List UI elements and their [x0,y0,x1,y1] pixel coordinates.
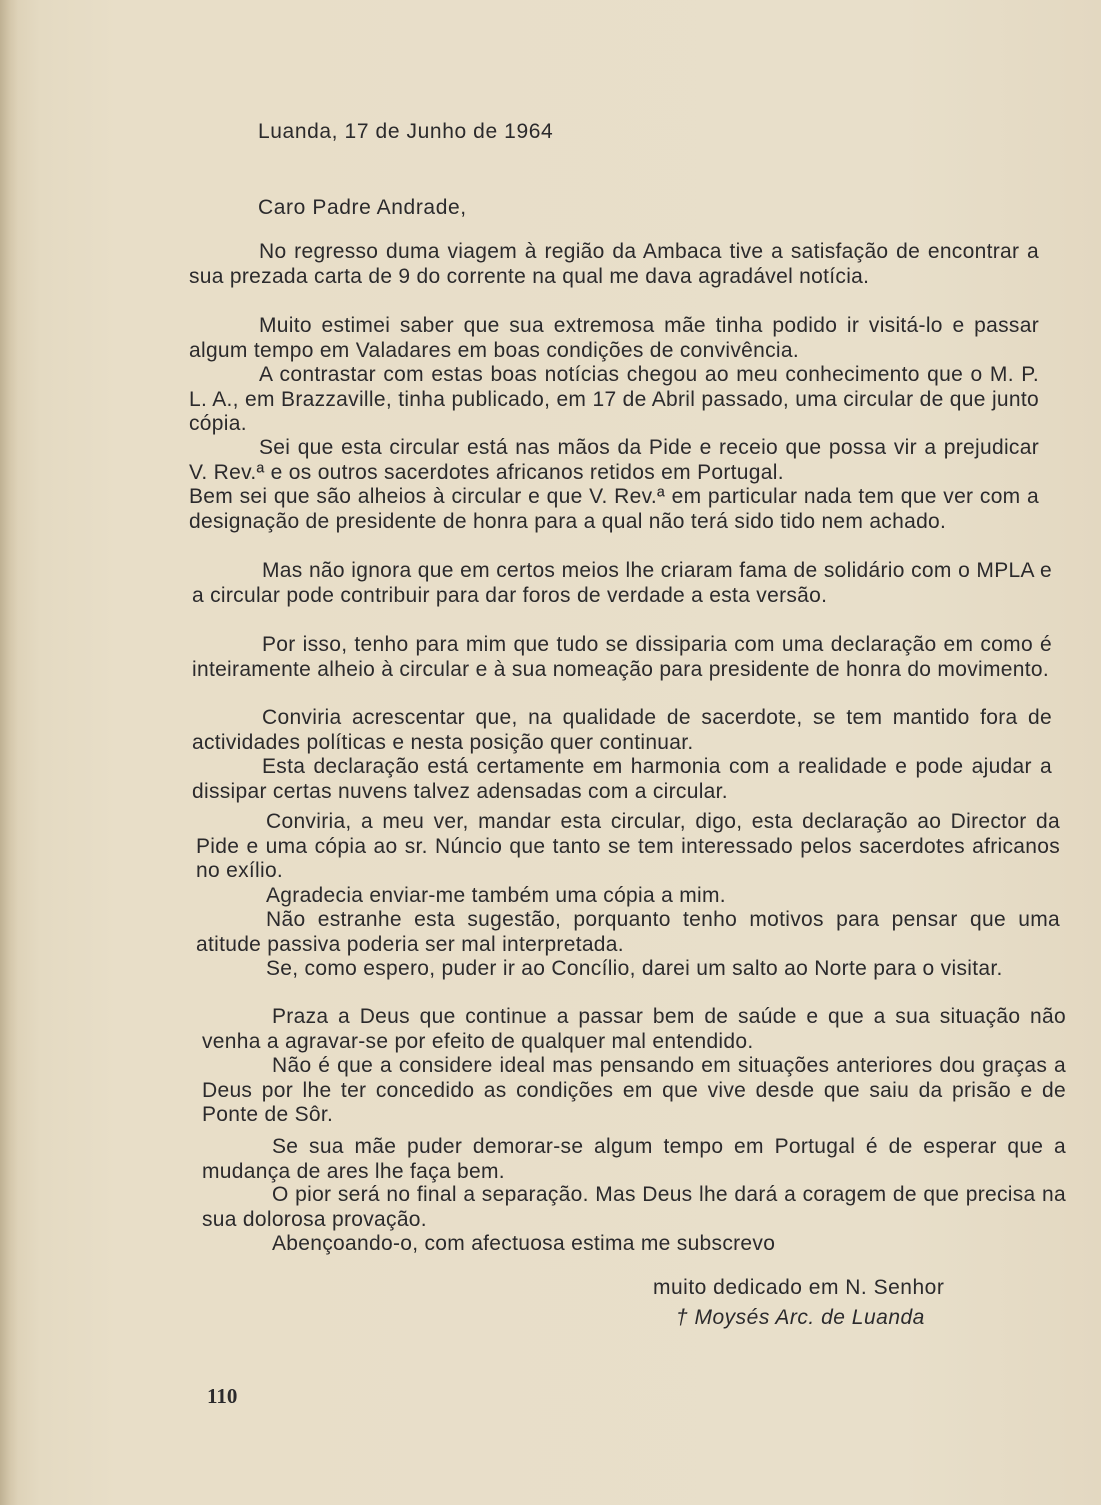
letter-paragraph: No regresso duma viagem à região da Ambaca tive a satisfação de encontrar a sua prezada carta de 9 do corrente na qual me dava agradável notícia. [189,240,1039,288]
letter-paragraph: A contrastar com estas boas notícias chegou ao meu conhecimento que o M. P. L. A., em Brazzaville, tinha publicado, em 17 de Abril passado, uma circular de que junto cópia. [189,363,1039,436]
letter-paragraph: Abençoando-o, com afectuosa estima me subscrevo [272,1232,776,1255]
letter-dateline: Luanda, 17 de Junho de 1964 [258,120,554,143]
letter-paragraph: Esta declaração está certamente em harmonia com a realidade e pode ajudar a dissipar certas nuvens talvez adensadas com a circular. [192,755,1052,803]
letter-paragraph: Sei que esta circular está nas mãos da Pide e receio que possa vir a prejudicar V. Rev.ª e os outros sacerdotes africanos retidos em Portugal. [189,436,1039,484]
letter-paragraph: Praza a Deus que continue a passar bem de saúde e que a sua situação não venha a agravar-se por efeito de qualquer mal entendido. [202,1005,1066,1053]
letter-paragraph: Conviria acrescentar que, na qualidade de sacerdote, se tem mantido fora de actividades políticas e nesta posição quer continuar. [192,706,1052,754]
letter-paragraph: Se, como espero, puder ir ao Concílio, darei um salto ao Norte para o visitar. [266,957,1003,980]
letter-signature: † Moysés Arc. de Luanda [676,1306,925,1329]
letter-paragraph: Agradecia enviar-me também uma cópia a mim. [266,884,726,907]
letter-closing: muito dedicado em N. Senhor [653,1276,945,1299]
page-gutter-shadow [0,0,18,1505]
page-number: 110 [207,1384,238,1408]
letter-paragraph: Bem sei que são alheios à circular e que V. Rev.ª em particular nada tem que ver com a designação de presidente de honra para a qual não terá sido tido nem achado. [189,485,1039,533]
letter-paragraph: O pior será no final a separação. Mas Deus lhe dará a coragem de que precisa na sua dolorosa provação. [202,1183,1066,1231]
letter-paragraph: Por isso, tenho para mim que tudo se dissiparia com uma declaração em como é inteiramente alheio à circular e à sua nomeação para presidente de honra do movimento. [192,633,1052,681]
letter-paragraph: Se sua mãe puder demorar-se algum tempo em Portugal é de esperar que a mudança de ares lhe faça bem. [202,1135,1066,1183]
letter-paragraph: Muito estimei saber que sua extremosa mãe tinha podido ir visitá-lo e passar algum tempo em Valadares em boas condições de convivência. [189,314,1039,362]
letter-paragraph: Mas não ignora que em certos meios lhe criaram fama de solidário com o MPLA e a circular pode contribuir para dar foros de verdade a esta versão. [192,559,1052,607]
letter-salutation: Caro Padre Andrade, [258,196,467,219]
letter-paragraph: Conviria, a meu ver, mandar esta circular, digo, esta declaração ao Director da Pide e uma cópia ao sr. Núncio que tanto se tem interessado pelos sacerdotes africanos no exílio. [196,810,1060,883]
letter-paragraph: Não é que a considere ideal mas pensando em situações anteriores dou graças a Deus por lhe ter concedido as condições em que vive desde que saiu da prisão e de Ponte de Sôr. [202,1054,1066,1127]
letter-paragraph: Não estranhe esta sugestão, porquanto tenho motivos para pensar que uma atitude passiva poderia ser mal interpretada. [196,908,1060,956]
